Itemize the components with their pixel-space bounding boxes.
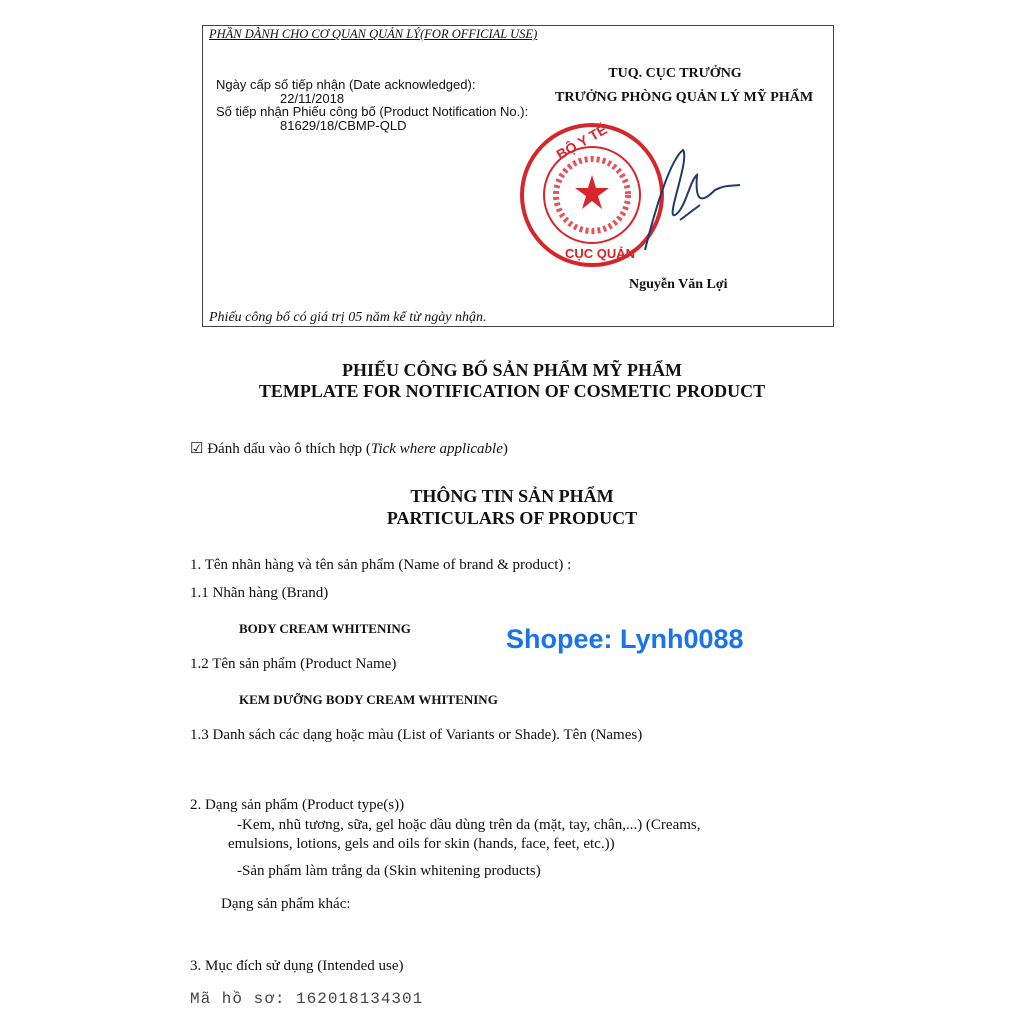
official-stamp [515, 120, 745, 275]
title-vi: PHIẾU CÔNG BỐ SẢN PHẨM MỸ PHẨM [342, 360, 682, 380]
item-2-other: Dạng sản phẩm khác: [221, 896, 351, 912]
validity-note: Phiếu công bố có giá trị 05 năm kể từ ngày nhận. [209, 310, 487, 325]
item-2-whitening: -Sản phẩm làm trắng da (Skin whitening products) [237, 863, 541, 879]
tick-vi: Đánh dấu vào ô thích hợp ( [207, 441, 371, 457]
signer-name: Nguyễn Văn Lợi [629, 277, 728, 292]
item-3: 3. Mục đích sử dụng (Intended use) [190, 958, 404, 974]
item-1-1: 1.1 Nhãn hàng (Brand) [190, 585, 329, 601]
authority-line2: TRƯỞNG PHÒNG QUẢN LÝ MỸ PHẨM [555, 90, 814, 105]
svg-text:CỤC QUẢN: CỤC QUẢN [565, 246, 636, 261]
item-1-3: 1.3 Danh sách các dạng hoặc màu (List of Variants or Shade). Tên (Names) [190, 727, 643, 743]
item-2: 2. Dạng sản phẩm (Product type(s)) [190, 797, 405, 813]
date-value: 22/11/2018 [280, 91, 345, 106]
brand-value: BODY CREAM WHITENING [239, 621, 411, 636]
product-name-value: KEM DƯỠNG BODY CREAM WHITENING [239, 692, 498, 707]
section-vi: THÔNG TIN SẢN PHẨM [410, 486, 614, 506]
authority-line1: TUQ. CỤC TRƯỞNG [608, 66, 742, 81]
section-en: PARTICULARS OF PRODUCT [386, 508, 638, 528]
official-header: PHẦN DÀNH CHO CƠ QUAN QUẢN LÝ(FOR OFFICIAL USE) [209, 27, 538, 41]
shopee-watermark: Shopee: Lynh0088 [506, 624, 744, 654]
notification-label: Số tiếp nhận Phiếu công bố (Product Notification No.): [216, 104, 529, 119]
item-2-creams: -Kem, nhũ tương, sữa, gel hoặc dầu dùng trên da (mặt, tay, chân,...) (Creams, [237, 817, 701, 833]
svg-text:BỘ Y TẾ: BỘ Y TẾ [553, 120, 610, 163]
tick-en: Tick where applicable [370, 441, 503, 457]
item-2-creams-en: emulsions, lotions, gels and oils for skin (hands, face, feet, etc.)) [228, 836, 615, 852]
tick-instruction [190, 439, 508, 458]
notification-number: 81629/18/CBMP-QLD [280, 118, 407, 133]
tick-close: ) [502, 441, 508, 457]
item-1-2: 1.2 Tên sản phẩm (Product Name) [190, 656, 397, 672]
file-code: Mã hồ sơ: 162018134301 [190, 990, 424, 1008]
checkbox-icon: ☑ [190, 441, 204, 457]
title-en: TEMPLATE FOR NOTIFICATION OF COSMETIC PRODUCT [258, 381, 766, 401]
item-1: 1. Tên nhãn hàng và tên sản phẩm (Name of brand & product) : [190, 557, 572, 573]
date-label: Ngày cấp số tiếp nhận (Date acknowledged): [216, 77, 476, 92]
